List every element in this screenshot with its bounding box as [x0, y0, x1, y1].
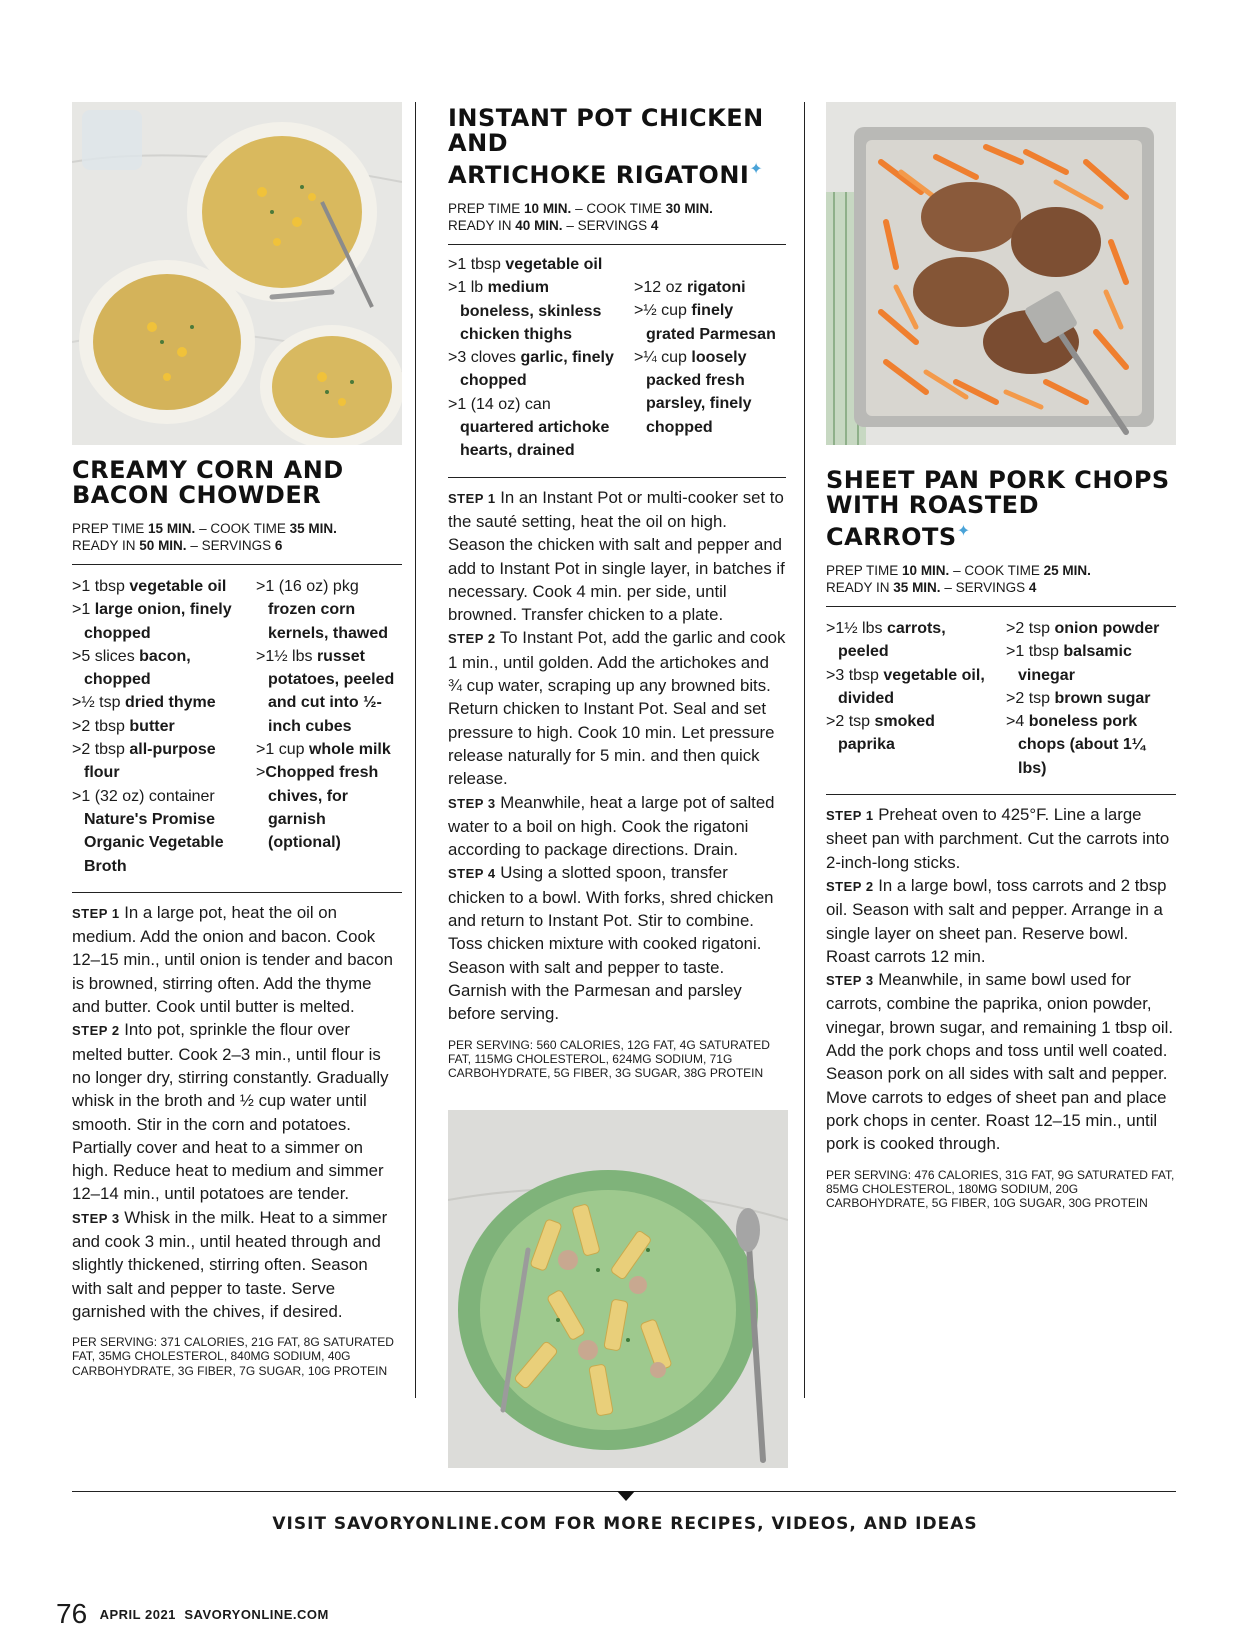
ingredient-item: >2 tbsp butter	[72, 717, 175, 735]
footer-cta[interactable]: VISIT SAVORYONLINE.COM FOR MORE RECIPES, VIDEOS, AND IDEAS	[272, 1514, 978, 1534]
step-text: Whisk in the milk. Heat to a simmer and cook 3 min., until heated through and slightly thickened, stirring often. Season with salt and pepper to taste. Serve garnished with the chives, if desired.	[72, 1207, 388, 1321]
folio-site[interactable]: SAVORYONLINE.COM	[184, 1606, 329, 1622]
step-text: Using a slotted spoon, transfer chicken to a bowl. With forks, shred chicken and return to Instant Pot. Stir to combine. Toss chicken mixture with cooked rigatoni. Season with salt and pepper to taste. Garnish with the Parmesan and parsley before serving.	[448, 863, 774, 1024]
chowder-nutrition: PER SERVING: 371 CALORIES, 21G FAT, 8G SATURATED FAT, 35MG CHOLESTEROL, 840MG SODIUM, 40G CARBOHYDRATE, 3G FIBER, 7G SUGAR, 10G PROTEIN	[72, 1335, 394, 1378]
ingredient-item: >Chopped fresh chives, for garnish (optional)	[256, 764, 379, 852]
ingredient-item: >2 tbsp all-purpose flour	[72, 741, 216, 782]
ingredient-item: >12 oz rigatoni	[634, 279, 746, 296]
chowder-title	[72, 458, 402, 508]
rigatoni-servings: 4	[650, 218, 659, 233]
rigatoni-rule-1	[448, 244, 786, 245]
runner-sparkle-icon: ✦	[749, 159, 764, 178]
porkchops-nutrition: PER SERVING: 476 CALORIES, 31G FAT, 9G SATURATED FAT, 85MG CHOLESTEROL, 180MG SODIUM, 20G CARBOHYDRATE, 5G FIBER, 10G SUGAR, 30G PROTEIN	[826, 1167, 1175, 1210]
rigatoni-ready-label: READY IN	[448, 218, 512, 233]
ingredient-item: >1 (32 oz) container Nature's Promise Organic Vegetable Broth	[72, 787, 224, 875]
column-divider-left	[415, 102, 416, 1398]
chowder-rule-1	[72, 564, 402, 565]
rigatoni-title-line1: INSTANT POT CHICKEN AND	[448, 104, 764, 157]
page-folio	[56, 1598, 329, 1630]
step-text: In an Instant Pot or multi-cooker set to the sauté setting, heat the oil on high. Season the chicken with salt and pepper and add to Instant Pot in single layer, in batches if necessary. Cook 4 min. per side, until browned. Transfer chicken to a plate.	[448, 487, 785, 625]
chowder-ready: 50 MIN.	[139, 538, 187, 553]
rigatoni-title	[448, 106, 786, 188]
rigatoni-cook-label: – COOK TIME	[575, 201, 662, 216]
porkchops-title	[826, 468, 1176, 550]
step-label: STEP 2	[448, 631, 496, 647]
step-label: STEP 1	[448, 490, 496, 506]
step-text: In a large bowl, toss carrots and 2 tbsp oil. Season with salt and pepper. Arrange in a single layer on sheet pan. Reserve bowl. Roast carrots 12 min.	[826, 875, 1167, 966]
ingredient-item: >3 cloves garlic, finely chopped	[448, 349, 614, 390]
rigatoni-serv-label: – SERVINGS	[566, 218, 648, 233]
porkchops-cook-label: – COOK TIME	[953, 563, 1040, 578]
ingredient-item: >1 cup whole milk	[256, 741, 391, 759]
rigatoni-rule-2	[448, 477, 786, 478]
step-label: STEP 1	[826, 808, 874, 824]
porkchops-title-line1: SHEET PAN PORK CHOPS	[826, 466, 1170, 494]
rigatoni-prep: 10 MIN.	[524, 201, 572, 216]
porkchops-servings: 4	[1028, 580, 1037, 595]
rigatoni-title-line2: ARTICHOKE RIGATONI	[448, 161, 750, 189]
ingredient-item: >¼ cup loosely packed fresh parsley, finely chopped	[634, 348, 752, 436]
porkchops-rule-1	[826, 606, 1176, 607]
chowder-recipe	[72, 458, 402, 1378]
chowder-prep: 15 MIN.	[148, 521, 196, 536]
issue-date: APRIL 2021	[99, 1606, 176, 1622]
rigatoni-photo	[448, 1110, 788, 1468]
chowder-directions	[72, 901, 402, 1323]
chowder-meta	[72, 520, 402, 554]
step-text: To Instant Pot, add the garlic and cook 1 min., until golden. Add the artichokes and ¾ cup water, scraping up any browned bits. Return chicken to Instant Pot. Seal and set pressure to high. Cook 10 min. Let pressure release naturally for 5 min. and then quick release.	[448, 628, 786, 789]
ingredient-item: >4 boneless pork chops (about 1¼ lbs)	[1006, 713, 1146, 777]
chowder-serv-label: – SERVINGS	[190, 538, 272, 553]
ingredient-item: >2 tsp brown sugar	[1006, 689, 1151, 707]
ingredient-item: >1 (14 oz) can quartered artichoke hearts, drained	[448, 395, 610, 460]
runner-sparkle-icon: ✦	[956, 521, 971, 540]
porkchops-ingredients	[826, 617, 1176, 780]
chowder-photo	[72, 102, 402, 445]
step-label: STEP 1	[72, 905, 120, 921]
rigatoni-ready: 40 MIN.	[515, 218, 563, 233]
step-label: STEP 3	[448, 795, 496, 811]
porkchops-ready: 35 MIN.	[893, 580, 941, 595]
chowder-cook: 35 MIN.	[289, 521, 337, 536]
chowder-photo-illustration	[72, 102, 402, 445]
rigatoni-meta	[448, 200, 786, 234]
rigatoni-photo-illustration	[448, 1110, 788, 1468]
porkchops-title-line2: WITH ROASTED CARROTS	[826, 491, 1039, 551]
porkchops-serv-label: – SERVINGS	[944, 580, 1026, 595]
rigatoni-directions	[448, 486, 786, 1026]
chowder-rule-2	[72, 892, 402, 893]
step-text: Meanwhile, heat a large pot of salted water to a boil on high. Cook the rigatoni according to package directions. Drain.	[448, 792, 775, 860]
rigatoni-prep-label: PREP TIME	[448, 201, 521, 216]
step-label: STEP 2	[826, 878, 874, 894]
porkchops-ingredients-right	[1006, 617, 1176, 780]
rigatoni-ingredients-right	[634, 276, 784, 463]
chowder-cook-label: – COOK TIME	[199, 521, 286, 536]
porkchops-ready-label: READY IN	[826, 580, 890, 595]
rigatoni-recipe	[448, 106, 786, 1080]
down-caret-icon	[617, 1491, 635, 1501]
porkchops-recipe	[826, 468, 1176, 1210]
porkchops-rule-2	[826, 794, 1176, 795]
chowder-prep-label: PREP TIME	[72, 521, 145, 536]
rigatoni-nutrition: PER SERVING: 560 CALORIES, 12G FAT, 4G SATURATED FAT, 115MG CHOLESTEROL, 624MG SODIUM, 71G CARBOHYDRATE, 5G FIBER, 3G SUGAR, 38G PROTEIN	[448, 1037, 770, 1080]
chowder-ready-label: READY IN	[72, 538, 136, 553]
step-text: Meanwhile, in same bowl used for carrots, combine the paprika, onion powder, vinegar, brown sugar, and remaining 1 tbsp oil. Add the pork chops and toss until well coated. Season pork on all sides with salt and pepper. Move carrots to edges of sheet pan and place pork chops in center. Roast 12–15 min., until pork is cooked through.	[826, 970, 1174, 1154]
step-label: STEP 2	[72, 1023, 120, 1039]
ingredient-item: >1½ lbs russet potatoes, peeled and cut into ½-inch cubes	[256, 647, 395, 735]
chowder-ingredients	[72, 575, 402, 878]
step-label: STEP 3	[826, 973, 874, 989]
chowder-servings: 6	[274, 538, 283, 553]
step-label: STEP 4	[448, 866, 496, 882]
ingredient-item: >1 lb medium boneless, skinless chicken thighs	[448, 279, 602, 343]
porkchops-prep-label: PREP TIME	[826, 563, 899, 578]
rigatoni-ingredients-left	[448, 253, 622, 463]
ingredient-item: >2 tsp onion powder	[1006, 620, 1160, 637]
chowder-title-line1: CREAMY CORN AND	[72, 456, 344, 484]
step-text: In a large pot, heat the oil on medium. Add the onion and bacon. Cook 12–15 min., until onion is tender and bacon is browned, stirring often. Add the thyme and butter. Cook until butter is melted.	[72, 902, 393, 1017]
porkchops-photo	[826, 102, 1176, 445]
ingredient-item: >2 tsp smoked paprika	[826, 713, 935, 754]
porkchops-directions	[826, 803, 1176, 1155]
ingredient-item: >3 tbsp vegetable oil, divided	[826, 666, 985, 707]
chowder-title-line2: BACON CHOWDER	[72, 481, 322, 509]
ingredient-item: >1 (16 oz) pkg frozen corn kernels, thawed	[256, 578, 389, 642]
ingredient-item: >1 tbsp balsamic vinegar	[1006, 643, 1132, 684]
step-label: STEP 3	[72, 1210, 120, 1226]
ingredient-item: >½ tsp dried thyme	[72, 694, 216, 712]
step-text: Preheat oven to 425°F. Line a large sheet pan with parchment. Cut the carrots into 2-inch-long sticks.	[826, 805, 1170, 872]
ingredient-item: >1½ lbs carrots, peeled	[826, 620, 946, 661]
ingredient-item: >1 tbsp vegetable oil	[448, 256, 603, 273]
ingredient-item: >1 large onion, finely chopped	[72, 601, 232, 642]
step-text: Into pot, sprinkle the flour over melted butter. Cook 2–3 min., until flour is no longer dry, stirring constantly. Gradually whisk in the broth and ½ cup water until smooth. Stir in the corn and potatoes. Partially cover and heat to a simmer on high. Reduce heat to medium and simmer 12–14 min., until potatoes are tender.	[72, 1020, 389, 1204]
ingredient-item: >½ cup finely grated Parmesan	[634, 302, 776, 343]
chowder-ingredients-left	[72, 575, 242, 878]
porkchops-photo-illustration	[826, 102, 1176, 445]
ingredient-item: >1 tbsp vegetable oil	[72, 578, 227, 595]
rigatoni-ingredients	[448, 253, 786, 463]
page-number: 76	[56, 1598, 88, 1629]
porkchops-meta	[826, 562, 1176, 596]
ingredient-item: >5 slices bacon, chopped	[72, 647, 191, 689]
column-divider-right	[804, 102, 805, 1398]
porkchops-prep: 10 MIN.	[902, 563, 950, 578]
chowder-ingredients-right	[256, 575, 402, 878]
porkchops-cook: 25 MIN.	[1043, 563, 1091, 578]
porkchops-ingredients-left	[826, 617, 994, 780]
rigatoni-cook: 30 MIN.	[665, 201, 713, 216]
